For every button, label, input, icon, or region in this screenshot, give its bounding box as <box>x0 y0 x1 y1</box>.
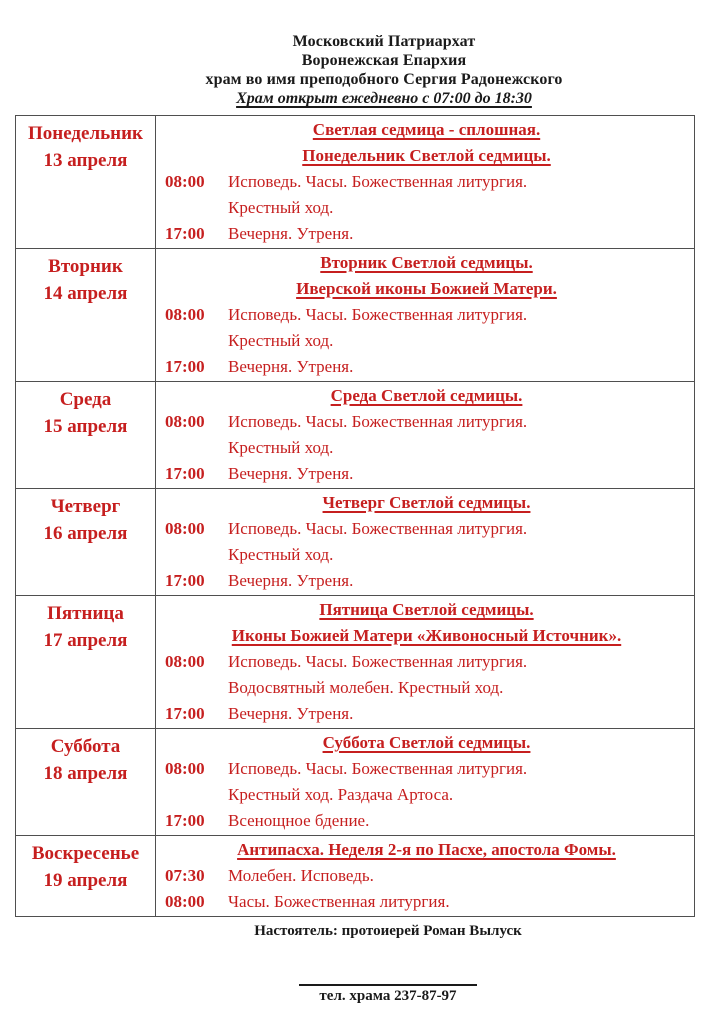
services-cell <box>156 116 694 248</box>
service-line: Крестный ход. <box>228 545 334 564</box>
service-line: Исповедь. Часы. Божественная литургия. <box>228 412 528 431</box>
service-line: Водосвятный молебен. Крестный ход. <box>228 678 504 697</box>
service-time: 17:00 <box>165 811 205 830</box>
service-time: 17:00 <box>165 224 205 243</box>
day-name: Понедельник <box>27 123 143 144</box>
service-entry <box>165 756 688 808</box>
service-description <box>228 889 688 915</box>
service-entry <box>165 461 688 487</box>
service-line: Исповедь. Часы. Божественная литургия. <box>228 652 528 671</box>
service-description <box>228 409 688 461</box>
day-date: 15 апреля <box>43 416 128 437</box>
schedule-row-saturday <box>16 728 694 835</box>
service-entry <box>165 649 688 701</box>
service-description <box>228 568 688 594</box>
eparchy-line: Воронежская Епархия <box>301 52 467 69</box>
service-description <box>228 302 688 354</box>
service-description <box>228 169 688 221</box>
service-line: Вечерня. Утреня. <box>228 224 354 243</box>
day-date: 19 апреля <box>43 870 128 891</box>
service-description <box>228 649 688 701</box>
service-entry <box>165 354 688 380</box>
service-time: 08:00 <box>165 519 205 538</box>
feast-title: Среда Светлой седмицы. <box>330 386 523 405</box>
service-time: 08:00 <box>165 412 205 431</box>
service-description <box>228 756 688 808</box>
service-entry <box>165 409 688 461</box>
services-cell <box>156 836 694 916</box>
service-line: Вечерня. Утреня. <box>228 357 354 376</box>
church-phone: тел. храма 237-87-97 <box>319 988 457 1004</box>
service-line: Крестный ход. <box>228 331 334 350</box>
service-description <box>228 461 688 487</box>
phone-block <box>26 984 724 1005</box>
service-line: Крестный ход. Раздача Артоса. <box>228 785 454 804</box>
feast-title: Иверской иконы Божией Матери. <box>296 279 557 298</box>
schedule-table <box>15 115 695 917</box>
rector-line: Настоятель: протоиерей Роман Вылуск <box>254 923 522 939</box>
service-description <box>228 863 688 889</box>
service-line: Исповедь. Часы. Божественная литургия. <box>228 305 528 324</box>
day-name: Пятница <box>47 603 124 624</box>
service-time: 08:00 <box>165 305 205 324</box>
service-time: 08:00 <box>165 892 205 911</box>
services-cell <box>156 489 694 595</box>
service-line: Исповедь. Часы. Божественная литургия. <box>228 172 528 191</box>
day-name: Воскресенье <box>31 843 140 864</box>
service-entry <box>165 568 688 594</box>
services-cell <box>156 729 694 835</box>
service-line: Вечерня. Утреня. <box>228 571 354 590</box>
feast-title: Светлая седмица - сплошная. <box>312 120 541 139</box>
service-description <box>228 221 688 247</box>
service-line: Молебен. Исповедь. <box>228 866 374 885</box>
service-entry <box>165 808 688 834</box>
service-line: Исповедь. Часы. Божественная литургия. <box>228 519 528 538</box>
day-date: 18 апреля <box>43 763 128 784</box>
feast-title: Понедельник Светлой седмицы. <box>302 146 551 165</box>
day-name: Вторник <box>48 256 123 277</box>
feast-title: Суббота Светлой седмицы. <box>322 733 531 752</box>
service-line: Крестный ход. <box>228 198 334 217</box>
church-name-line: храм во имя преподобного Сергия Радонежского <box>205 71 563 88</box>
service-time: 17:00 <box>165 357 205 376</box>
day-name: Среда <box>59 389 112 410</box>
day-cell <box>16 382 156 488</box>
schedule-row-sunday <box>16 835 694 916</box>
service-line: Исповедь. Часы. Божественная литургия. <box>228 759 528 778</box>
day-cell <box>16 729 156 835</box>
day-cell <box>16 836 156 916</box>
day-cell <box>16 596 156 728</box>
service-entry <box>165 302 688 354</box>
service-entry <box>165 863 688 889</box>
day-date: 17 апреля <box>43 630 128 651</box>
day-date: 16 апреля <box>43 523 128 544</box>
service-entry <box>165 516 688 568</box>
schedule-row-thursday <box>16 488 694 595</box>
service-line: Крестный ход. <box>228 438 334 457</box>
service-description <box>228 808 688 834</box>
feast-title: Иконы Божией Матери «Живоносный Источник». <box>231 626 622 645</box>
schedule-row-monday <box>16 116 694 248</box>
day-date: 13 апреля <box>43 150 128 171</box>
service-time: 08:00 <box>165 759 205 778</box>
service-line: Всенощное бдение. <box>228 811 370 830</box>
service-time: 08:00 <box>165 172 205 191</box>
patriarchate-line: Московский Патриархат <box>292 33 476 50</box>
schedule-row-tuesday <box>16 248 694 381</box>
day-date: 14 апреля <box>43 283 128 304</box>
feast-title: Вторник Светлой седмицы. <box>320 253 533 272</box>
services-cell <box>156 249 694 381</box>
service-line: Часы. Божественная литургия. <box>228 892 450 911</box>
service-entry <box>165 701 688 727</box>
day-cell <box>16 249 156 381</box>
feast-title: Четверг Светлой седмицы. <box>322 493 531 512</box>
service-time: 17:00 <box>165 464 205 483</box>
schedule-row-friday <box>16 595 694 728</box>
service-description <box>228 354 688 380</box>
opening-hours-line: Храм открыт ежедневно с 07:00 до 18:30 <box>236 90 532 107</box>
feast-title: Антипасха. Неделя 2-я по Пасхе, апостола Фомы. <box>237 840 616 859</box>
service-line: Вечерня. Утреня. <box>228 704 354 723</box>
service-description <box>228 701 688 727</box>
page-header <box>22 0 724 109</box>
schedule-row-wednesday <box>16 381 694 488</box>
service-time: 17:00 <box>165 704 205 723</box>
day-name: Суббота <box>50 736 121 757</box>
day-name: Четверг <box>50 496 121 517</box>
services-cell <box>156 382 694 488</box>
service-time: 07:30 <box>165 866 205 885</box>
service-line: Вечерня. Утреня. <box>228 464 354 483</box>
service-description <box>228 516 688 568</box>
service-entry <box>165 889 688 915</box>
feast-title: Пятница Светлой седмицы. <box>319 600 534 619</box>
service-time: 08:00 <box>165 652 205 671</box>
day-cell <box>16 116 156 248</box>
service-entry <box>165 169 688 221</box>
day-cell <box>16 489 156 595</box>
services-cell <box>156 596 694 728</box>
service-time: 17:00 <box>165 571 205 590</box>
service-entry <box>165 221 688 247</box>
